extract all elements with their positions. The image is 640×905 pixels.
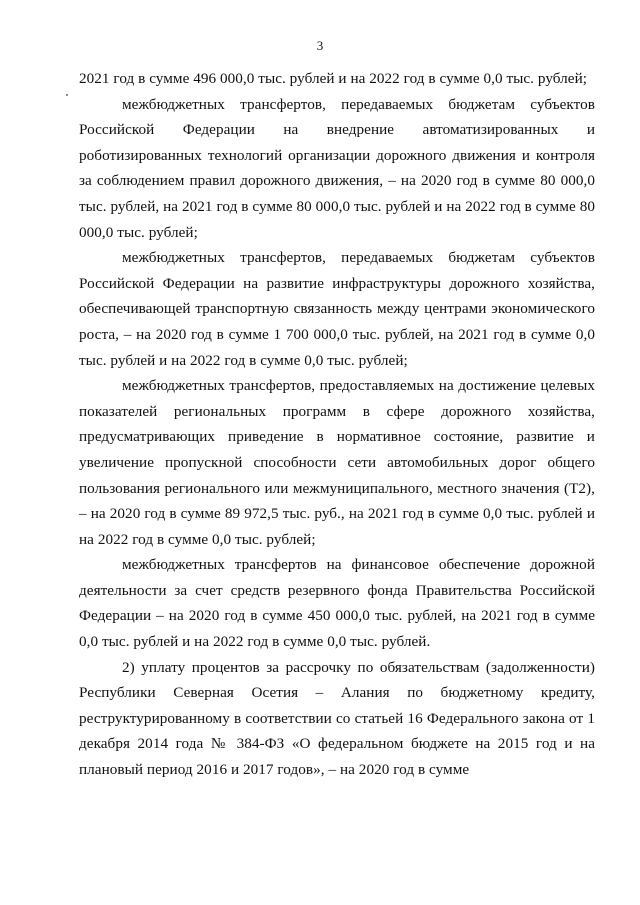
paragraph-regional-program-transfers: межбюджетных трансфертов, предоставляемых на достижение целевых показателей региональных программ в сфере дорожного хозяйства, предусматривающих приведение в нормативное состояние, развитие и увеличение пропускной способности сети автомобильных дорог общего пользования регионального или межмуниципального, местного значения (Т2), – на 2020 год в сумме 89 972,5 тыс. руб., на 2021 год в сумме 0,0 тыс. рублей и на 2022 год в сумме 0,0 тыс. рублей; <box>79 377 595 548</box>
margin-dot-mark <box>66 94 68 96</box>
paragraph-interest-payment: 2) уплату процентов за рассрочку по обязательствам (задолженности) Республики Северная Осетия – Алания по бюджетному кредиту, реструктурированному в соответствии со статьей 16 Федерального закона от 1 декабря 2014 года № 384-ФЗ «О федеральном бюджете на 2015 год и на плановый период 2016 и 2017 годов», – на 2020 год в сумме <box>79 658 595 779</box>
paragraph-continuation: 2021 год в сумме 496 000,0 тыс. рублей и на 2022 год в сумме 0,0 тыс. рублей; <box>79 70 588 87</box>
page-number: 3 <box>316 38 324 53</box>
paragraph-road-infrastructure-transfers: межбюджетных трансфертов, передаваемых бюджетам субъектов Российской Федерации на развитие инфраструктуры дорожного хозяйства, обеспечивающей транспортную связанность между центрами экономического роста, – на 2020 год в сумме 1 700 000,0 тыс. рублей, на 2021 год в сумме 0,0 тыс. рублей и на 2022 год в сумме 0,0 тыс. рублей; <box>79 249 595 369</box>
paragraph-reserve-fund-transfers: межбюджетных трансфертов на финансовое обеспечение дорожной деятельности за счет средств резервного фонда Правительства Российской Федерации – на 2020 год в сумме 450 000,0 тыс. рублей, на 2021 год в сумме 0,0 тыс. рублей и на 2022 год в сумме 0,0 тыс. рублей. <box>79 556 595 651</box>
paragraph-automation-transfers: межбюджетных трансфертов, передаваемых бюджетам субъектов Российской Федерации на внедрение автоматизированных и роботизированных технологий организации дорожного движения и контроля за соблюдением правил дорожного движения, – на 2020 год в сумме 80 000,0 тыс. рублей, на 2021 год в сумме 80 000,0 тыс. рублей и на 2022 год в сумме 80 000,0 тыс. рублей; <box>79 95 595 241</box>
document-body <box>79 66 595 783</box>
